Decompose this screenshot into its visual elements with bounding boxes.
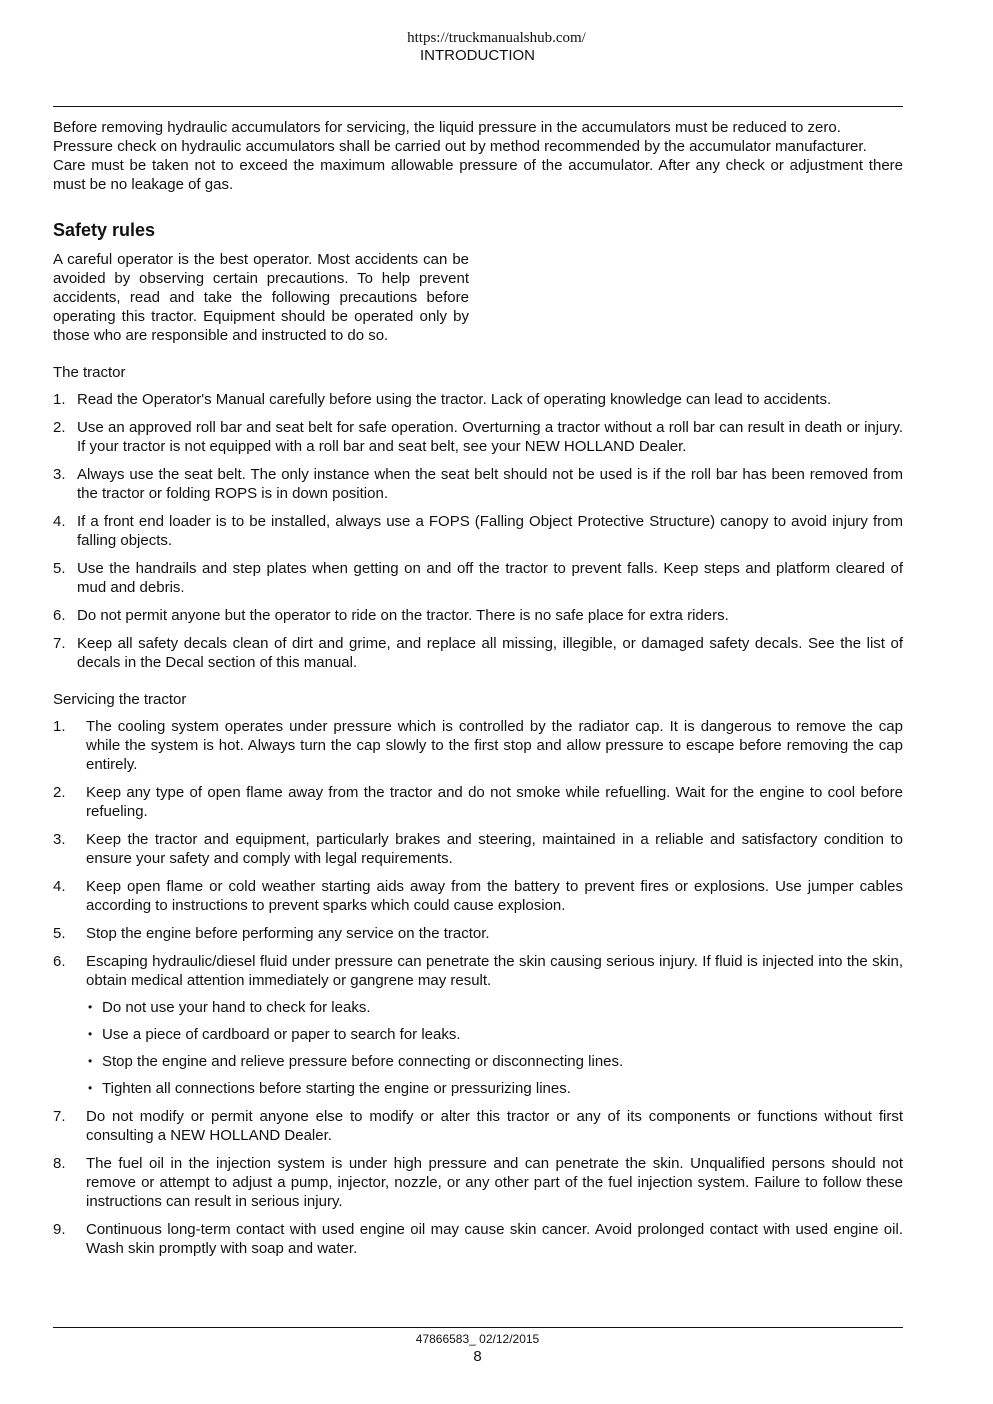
item-number: 9. bbox=[53, 1221, 66, 1238]
item-text: Stop the engine before performing any service on the tractor. bbox=[86, 925, 490, 942]
safety-intro: A careful operator is the best operator. Most accidents can be avoided by observing certain precautions. To help prevent accidents, read and take the following precautions before operating this tractor. Equipment should be operated only by those who are responsible and instructed to do so. bbox=[53, 251, 469, 344]
item-text: Keep any type of open flame away from the tractor and do not smoke while refuelling. Wait for the engine to cool before refueling. bbox=[86, 784, 903, 820]
item-text: Keep all safety decals clean of dirt and grime, and replace all missing, illegible, or damaged safety decals. See the list of decals in the Decal section of this manual. bbox=[77, 635, 903, 671]
item-text: Do not modify or permit anyone else to modify or alter this tractor or any of its components or functions without first consulting a NEW HOLLAND Dealer. bbox=[86, 1108, 903, 1144]
list-item bbox=[53, 512, 903, 550]
bullet-item bbox=[86, 1052, 903, 1071]
list-item bbox=[53, 952, 903, 1098]
item-text: Do not permit anyone but the operator to ride on the tractor. There is no safe place for extra riders. bbox=[77, 607, 729, 624]
item-number: 7. bbox=[53, 1108, 66, 1125]
safety-rules-heading: Safety rules bbox=[53, 220, 156, 240]
item-number: 5. bbox=[53, 560, 66, 577]
item-number: 4. bbox=[53, 513, 66, 530]
servicing-subheading: Servicing the tractor bbox=[53, 691, 187, 708]
item-text: Read the Operator's Manual carefully before using the tractor. Lack of operating knowledge can lead to accidents. bbox=[77, 391, 832, 408]
item-text: If a front end loader is to be installed, always use a FOPS (Falling Object Protective Structure) canopy to avoid injury from falling objects. bbox=[77, 513, 903, 549]
item-text: Use an approved roll bar and seat belt for safe operation. Overturning a tractor without a roll bar can result in death or injury. If your tractor is not equipped with a roll bar and seat belt, see your NEW HOLLAND Dealer. bbox=[77, 419, 903, 455]
item-number: 2. bbox=[53, 784, 66, 801]
section-title-header: INTRODUCTION bbox=[420, 47, 535, 64]
bullet-item bbox=[86, 1025, 903, 1044]
list-item bbox=[53, 559, 903, 597]
list-item bbox=[53, 390, 903, 409]
footer-divider bbox=[53, 1327, 903, 1328]
accumulator-paragraph: Before removing hydraulic accumulators for servicing, the liquid pressure in the accumulators must be reduced to zero. bbox=[53, 119, 841, 136]
bullet-text: Use a piece of cardboard or paper to search for leaks. bbox=[102, 1026, 461, 1043]
item-number: 3. bbox=[53, 466, 66, 483]
list-item bbox=[53, 1154, 903, 1211]
item-text: Keep the tractor and equipment, particularly brakes and steering, maintained in a reliable and satisfactory condition to ensure your safety and comply with legal requirements. bbox=[86, 831, 903, 867]
item-text: Always use the seat belt. The only instance when the seat belt should not be used is if the roll bar has been removed from the tractor or folding ROPS is in down position. bbox=[77, 466, 903, 502]
page-number: 8 bbox=[473, 1348, 482, 1365]
bullet-icon: • bbox=[88, 1027, 93, 1041]
item-number: 3. bbox=[53, 831, 66, 848]
leak-check-bullets bbox=[86, 998, 903, 1098]
list-item bbox=[53, 1220, 903, 1258]
item-number: 6. bbox=[53, 953, 66, 970]
list-item bbox=[53, 1107, 903, 1145]
item-number: 2. bbox=[53, 419, 66, 436]
bullet-text: Do not use your hand to check for leaks. bbox=[102, 999, 371, 1016]
item-number: 6. bbox=[53, 607, 66, 624]
item-number: 7. bbox=[53, 635, 66, 652]
bullet-text: Tighten all connections before starting the engine or pressurizing lines. bbox=[102, 1080, 571, 1097]
header-url: https://truckmanualshub.com/ bbox=[407, 30, 586, 46]
list-item bbox=[53, 830, 903, 868]
bullet-text: Stop the engine and relieve pressure before connecting or disconnecting lines. bbox=[102, 1053, 624, 1070]
header-divider bbox=[53, 106, 903, 107]
list-item bbox=[53, 924, 903, 943]
item-number: 1. bbox=[53, 718, 66, 735]
list-item bbox=[53, 783, 903, 821]
tractor-subheading: The tractor bbox=[53, 364, 126, 381]
bullet-item bbox=[86, 1079, 903, 1098]
accumulator-paragraph: Care must be taken not to exceed the maximum allowable pressure of the accumulator. After any check or adjustment there must be no leakage of gas. bbox=[53, 157, 903, 193]
item-text: The cooling system operates under pressure which is controlled by the radiator cap. It is dangerous to remove the cap while the system is hot. Always turn the cap slowly to the first stop and allow pressure to escape before removing the cap entirely. bbox=[86, 718, 903, 773]
bullet-icon: • bbox=[88, 1054, 93, 1068]
item-number: 5. bbox=[53, 925, 66, 942]
item-number: 8. bbox=[53, 1155, 66, 1172]
item-text: Use the handrails and step plates when getting on and off the tractor to prevent falls. Keep steps and platform cleared of mud and debris. bbox=[77, 560, 903, 596]
bullet-item bbox=[86, 998, 903, 1017]
item-number: 1. bbox=[53, 391, 66, 408]
servicing-rules-list bbox=[53, 717, 903, 1258]
item-text: Keep open flame or cold weather starting aids away from the battery to prevent fires or explosions. Use jumper cables according to instructions to prevent sparks which could cause explosion. bbox=[86, 878, 903, 914]
list-item bbox=[53, 717, 903, 774]
item-text: Escaping hydraulic/diesel fluid under pressure can penetrate the skin causing serious injury. If fluid is injected into the skin, obtain medical attention immediately or gangrene may result. bbox=[86, 953, 903, 989]
bullet-icon: • bbox=[88, 1081, 93, 1095]
document-reference: 47866583_ 02/12/2015 bbox=[415, 1332, 540, 1346]
item-text: The fuel oil in the injection system is under high pressure and can penetrate the skin. Unqualified persons should not remove or attempt to adjust a pump, injector, nozzle, or any other part of the fuel injection system. Failure to follow these instructions can result in serious injury. bbox=[86, 1155, 903, 1210]
tractor-rules-list bbox=[53, 390, 903, 672]
page-content bbox=[53, 118, 903, 1258]
list-item bbox=[53, 606, 903, 625]
accumulator-paragraph: Pressure check on hydraulic accumulators shall be carried out by method recommended by the accumulator manufacturer. bbox=[53, 138, 867, 155]
item-text: Continuous long-term contact with used engine oil may cause skin cancer. Avoid prolonged contact with used engine oil. Wash skin promptly with soap and water. bbox=[86, 1221, 903, 1257]
list-item bbox=[53, 877, 903, 915]
item-number: 4. bbox=[53, 878, 66, 895]
list-item bbox=[53, 634, 903, 672]
list-item bbox=[53, 418, 903, 456]
bullet-icon: • bbox=[88, 1000, 93, 1014]
list-item bbox=[53, 465, 903, 503]
